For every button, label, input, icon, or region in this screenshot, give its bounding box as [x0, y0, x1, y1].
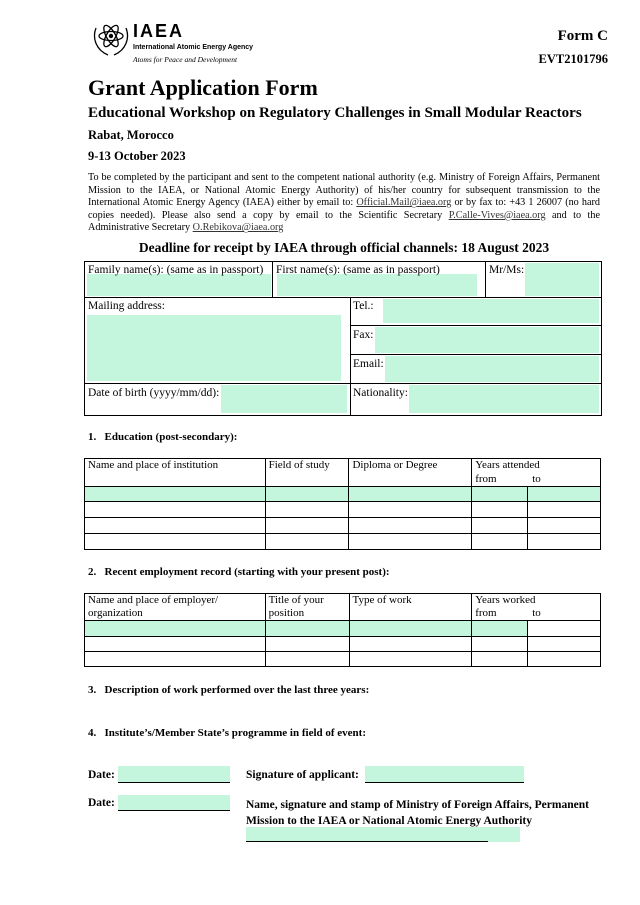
email-label: Email: [353, 358, 384, 370]
to-cell[interactable] [528, 621, 601, 637]
email-input[interactable] [385, 356, 599, 382]
degree-cell[interactable] [349, 487, 472, 502]
date-label-1: Date: [88, 769, 115, 781]
position-cell[interactable] [265, 621, 349, 637]
programme-heading: 4. Institute’s/Member State’s programme in field of event: [88, 727, 367, 739]
authority-label-line1: Name, signature and stamp of Ministry of Foreign Affairs, Permanent [246, 799, 589, 811]
administrative-secretary-email-link[interactable]: O.Rebikova@iaea.org [192, 222, 284, 234]
date-of-birth-input[interactable] [221, 385, 347, 413]
deadline-notice: Deadline for receipt by IAEA through official channels: 18 August 2023 [138, 240, 550, 255]
employer-cell[interactable] [85, 621, 266, 637]
mailing-address-label: Mailing address: [88, 300, 165, 312]
work-type-header: Type of work [349, 594, 472, 621]
table-row [85, 621, 601, 637]
first-name-label: First name(s): (same as in passport) [276, 264, 440, 276]
event-dates: 9-13 October 2023 [88, 149, 186, 163]
page-title: Grant Application Form [88, 75, 318, 100]
first-name-input[interactable] [277, 274, 477, 296]
applicant-signature-label: Signature of applicant: [246, 769, 359, 781]
field-cell[interactable] [265, 487, 349, 502]
degree-header: Diploma or Degree [349, 459, 472, 487]
nationality-input[interactable] [409, 385, 599, 413]
scientific-secretary-email-link[interactable]: P.Calle-Vives@iaea.org [448, 209, 546, 221]
family-name-input[interactable] [87, 274, 271, 296]
mr-ms-input[interactable] [525, 263, 599, 296]
nationality-label: Nationality: [353, 387, 408, 399]
org-tagline: Atoms for Peace and Development [133, 55, 238, 64]
employer-header: Name and place of employer/ organization [85, 594, 266, 621]
iaea-logo-emblem [90, 18, 132, 58]
work-type-cell[interactable] [349, 621, 472, 637]
org-full-name: International Atomic Energy Agency [133, 44, 254, 51]
date-label-2: Date: [88, 797, 115, 809]
employment-table [84, 593, 601, 667]
years-worked-header: Years worked from to [472, 594, 601, 621]
applicant-signature-input[interactable] [365, 766, 524, 783]
to-label: to [532, 473, 541, 485]
family-name-label: Family name(s): (same as in passport) [88, 264, 264, 276]
table-header-row [85, 594, 601, 621]
mr-ms-label: Mr/Ms: [489, 264, 525, 276]
date-input-1[interactable] [118, 766, 230, 783]
form-code: Form C [557, 28, 608, 44]
years-attended-header: Years attended from to [472, 459, 601, 487]
to-cell[interactable] [528, 487, 601, 502]
authority-signature-input[interactable] [246, 827, 520, 842]
institution-cell[interactable] [85, 487, 266, 502]
to-label: to [532, 607, 541, 619]
event-title: Educational Workshop on Regulatory Challenges in Small Modular Reactors [88, 105, 582, 121]
mailing-address-input[interactable] [87, 315, 341, 381]
event-code: EVT2101796 [538, 52, 608, 66]
table-header-row [85, 459, 601, 487]
org-name: IAEA [133, 21, 185, 41]
fax-label: Fax: [353, 329, 374, 341]
table-row [85, 502, 601, 518]
from-cell[interactable] [472, 621, 528, 637]
education-table [84, 458, 601, 550]
event-location: Rabat, Morocco [88, 128, 174, 142]
position-header: Title of your position [265, 594, 349, 621]
personal-details-box [84, 261, 602, 416]
fax-input[interactable] [375, 327, 599, 353]
intro-paragraph: To be completed by the participant and sent to the competent national authority (e.g. Ministry of Foreign Affairs, Permanent Mission to the IAEA, or National Atomic Energy Authority) of his/her country for subsequent transmission to the International Atomic Energy Agency (IAEA) either by email to: Official.Mail@iaea.org or by fax to: +43 1 26007 (no hard copies needed). Please also send a copy by email to the Scientific Secretary P.Calle-Vives@iaea.org and to the Administrative Secretary O.Rebikova@iaea.org [88, 172, 600, 234]
date-input-2[interactable] [118, 795, 230, 811]
authority-label-line2: Mission to the IAEA or National Atomic Energy Authority [246, 815, 533, 827]
field-header: Field of study [265, 459, 349, 487]
table-row [85, 487, 601, 502]
table-row [85, 637, 601, 652]
from-label: from [475, 473, 497, 485]
tel-input[interactable] [383, 299, 599, 323]
institution-header: Name and place of institution [85, 459, 266, 487]
work-description-heading: 3. Description of work performed over the last three years: [88, 684, 370, 696]
from-label: from [475, 607, 497, 619]
education-heading: 1. Education (post-secondary): [88, 431, 238, 443]
table-row [85, 518, 601, 534]
date-of-birth-label: Date of birth (yyyy/mm/dd): [88, 387, 220, 399]
table-row [85, 652, 601, 667]
from-cell[interactable] [472, 487, 528, 502]
table-row [85, 534, 601, 550]
employment-heading: 2. Recent employment record (starting with your present post): [88, 566, 390, 578]
tel-label: Tel.: [353, 300, 374, 312]
official-mail-link[interactable]: Official.Mail@iaea.org [356, 197, 452, 209]
